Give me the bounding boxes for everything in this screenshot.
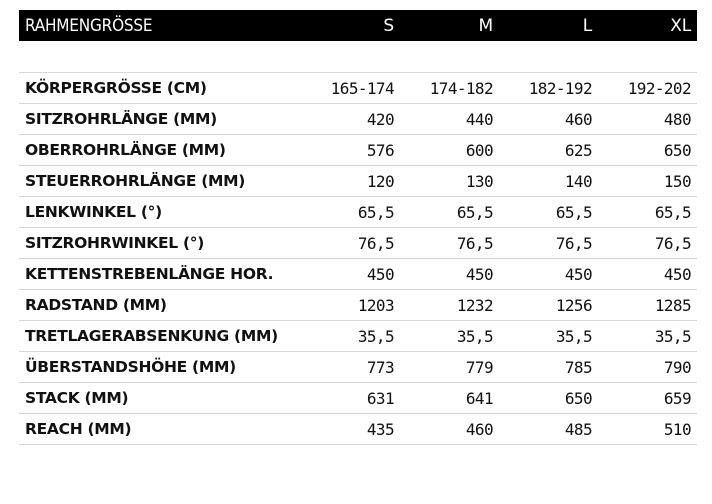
table-row [19, 135, 697, 166]
value-size-m: 600 [400, 135, 499, 166]
value-size-l: 625 [499, 135, 598, 166]
header-frame-size-label: RAHMENGRÖSSE [25, 15, 153, 36]
row-label: STEUERROHRLÄNGE (MM) [19, 166, 301, 197]
row-label: SITZROHRWINKEL (°) [19, 228, 301, 259]
table-spacer-row [19, 41, 697, 73]
value-size-l: 1256 [499, 290, 598, 321]
row-label: KETTENSTREBENLÄNGE HOR. [19, 259, 301, 290]
value-size-l: 785 [499, 352, 598, 383]
table-row [19, 414, 697, 445]
value-size-l: 650 [499, 383, 598, 414]
table-row [19, 290, 697, 321]
value-size-l: 65,5 [499, 197, 598, 228]
value-size-s: 1203 [301, 290, 400, 321]
value-size-l: 450 [499, 259, 598, 290]
value-size-l: 76,5 [499, 228, 598, 259]
value-size-s: 165-174 [301, 73, 400, 104]
value-size-m: 641 [400, 383, 499, 414]
value-size-m: 65,5 [400, 197, 499, 228]
row-label: STACK (MM) [19, 383, 301, 414]
value-size-xl: 510 [598, 414, 697, 445]
value-size-s: 435 [301, 414, 400, 445]
header-size-s: S [383, 15, 394, 36]
value-size-l: 460 [499, 104, 598, 135]
table-row [19, 228, 697, 259]
value-size-l: 35,5 [499, 321, 598, 352]
table-row [19, 104, 697, 135]
table-row [19, 73, 697, 104]
value-size-m: 1232 [400, 290, 499, 321]
row-label: ÜBERSTANDSHÖHE (MM) [19, 352, 301, 383]
header-size-xl: XL [670, 15, 691, 36]
header-size-m: M [478, 15, 493, 36]
value-size-l: 182-192 [499, 73, 598, 104]
value-size-xl: 650 [598, 135, 697, 166]
value-size-xl: 480 [598, 104, 697, 135]
value-size-xl: 76,5 [598, 228, 697, 259]
table-row [19, 352, 697, 383]
value-size-xl: 790 [598, 352, 697, 383]
value-size-xl: 65,5 [598, 197, 697, 228]
value-size-s: 76,5 [301, 228, 400, 259]
value-size-xl: 150 [598, 166, 697, 197]
row-label: TRETLAGERABSENKUNG (MM) [19, 321, 301, 352]
value-size-s: 631 [301, 383, 400, 414]
table-row [19, 197, 697, 228]
value-size-m: 35,5 [400, 321, 499, 352]
value-size-s: 65,5 [301, 197, 400, 228]
row-label: REACH (MM) [19, 414, 301, 445]
value-size-xl: 659 [598, 383, 697, 414]
value-size-m: 460 [400, 414, 499, 445]
value-size-s: 773 [301, 352, 400, 383]
value-size-m: 174-182 [400, 73, 499, 104]
value-size-xl: 450 [598, 259, 697, 290]
table-header-row [19, 10, 697, 41]
value-size-s: 35,5 [301, 321, 400, 352]
value-size-xl: 192-202 [598, 73, 697, 104]
value-size-s: 420 [301, 104, 400, 135]
table-row [19, 166, 697, 197]
row-label: KÖRPERGRÖSSE (CM) [19, 73, 301, 104]
table-row [19, 383, 697, 414]
value-size-l: 485 [499, 414, 598, 445]
value-size-xl: 1285 [598, 290, 697, 321]
value-size-m: 76,5 [400, 228, 499, 259]
value-size-s: 450 [301, 259, 400, 290]
value-size-m: 779 [400, 352, 499, 383]
value-size-xl: 35,5 [598, 321, 697, 352]
row-label: LENKWINKEL (°) [19, 197, 301, 228]
frame-size-table [19, 10, 697, 445]
row-label: OBERROHRLÄNGE (MM) [19, 135, 301, 166]
value-size-s: 120 [301, 166, 400, 197]
value-size-m: 450 [400, 259, 499, 290]
value-size-l: 140 [499, 166, 598, 197]
table-row [19, 259, 697, 290]
value-size-m: 440 [400, 104, 499, 135]
spacer-cell [19, 41, 697, 73]
table-row [19, 321, 697, 352]
row-label: SITZROHRLÄNGE (MM) [19, 104, 301, 135]
value-size-m: 130 [400, 166, 499, 197]
header-size-l: L [582, 15, 592, 36]
value-size-s: 576 [301, 135, 400, 166]
row-label: RADSTAND (MM) [19, 290, 301, 321]
